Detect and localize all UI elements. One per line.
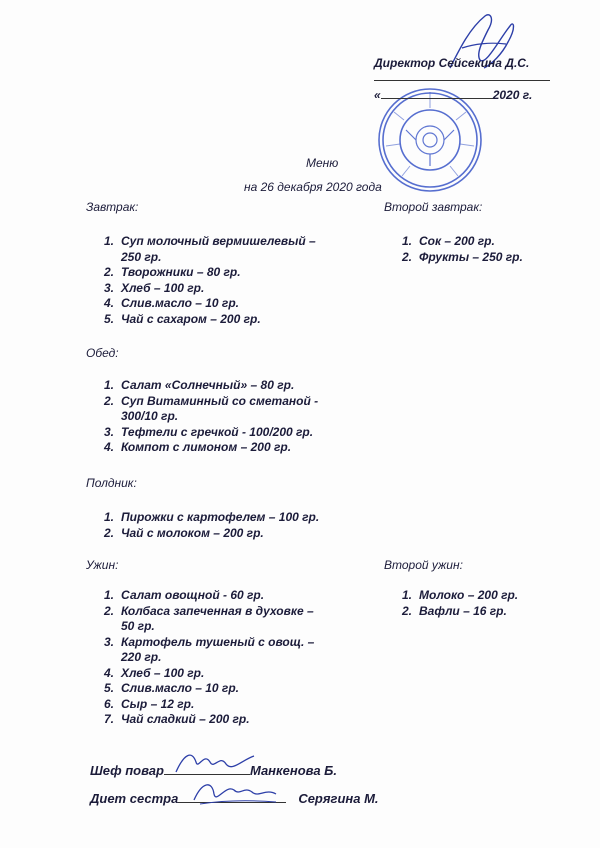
menu-item: [104, 681, 354, 697]
director-line: Директор Сейсекина Д.С.: [374, 56, 530, 70]
menu-item-number: 6.: [104, 696, 115, 711]
menu-item: [104, 378, 354, 394]
menu-item-number: 4.: [104, 296, 115, 310]
menu-item-number: 1.: [104, 378, 115, 392]
menu-item: [104, 281, 354, 297]
menu-item: [104, 296, 354, 312]
menu-item-number: 2.: [104, 393, 115, 408]
menu-item-number: 3.: [104, 280, 115, 295]
menu-item-text: Пирожки с картофелем – 100 гр.: [121, 510, 320, 524]
menu-item: [104, 425, 354, 441]
menu-item-text: Колбаса запеченная в духовке – 50 гр.: [121, 603, 314, 633]
nurse-label: Диет сестра: [90, 791, 179, 806]
chef-name: Манкенова Б.: [249, 763, 337, 778]
menu-item-text: Слив.масло – 10 гр.: [121, 296, 239, 310]
nurse-signature-icon: [186, 774, 282, 810]
menu-item: [104, 588, 354, 604]
dinner-list: [104, 588, 354, 728]
menu-item: [402, 234, 582, 250]
lunch-list: [104, 378, 354, 456]
menu-item: [104, 265, 354, 281]
menu-item-number: 3.: [104, 424, 115, 439]
menu-item-text: Картофель тушеный с овощ. – 220 гр.: [121, 634, 315, 664]
date-blank: [381, 88, 493, 99]
chef-label: Шеф повар: [90, 763, 164, 778]
menu-item: [402, 588, 582, 604]
date-quote: «: [374, 88, 381, 102]
dinner-heading: Ужин:: [86, 558, 119, 572]
menu-item-number: 2.: [104, 603, 115, 618]
menu-item: [402, 604, 582, 620]
menu-item: [104, 604, 354, 635]
menu-item-text: Чай сладкий – 200 гр.: [121, 712, 250, 726]
menu-item-text: Компот с лимоном – 200 гр.: [121, 440, 292, 454]
menu-item-text: Хлеб – 100 гр.: [121, 665, 205, 680]
menu-item: [104, 510, 354, 526]
menu-item-text: Суп молочный вермишелевый – 250 гр.: [121, 234, 316, 264]
menu-item-number: 2.: [104, 525, 115, 540]
menu-item-number: 4.: [104, 440, 115, 454]
menu-item: [104, 712, 354, 728]
menu-item-text: Салат овощной - 60 гр.: [121, 588, 265, 602]
menu-item-text: Молоко – 200 гр.: [419, 588, 519, 602]
menu-item: [104, 526, 354, 542]
menu-item-text: Сыр – 12 гр.: [121, 696, 195, 711]
page-title: Меню: [306, 156, 339, 170]
menu-item: [104, 394, 354, 425]
snack-list: [104, 510, 354, 541]
menu-item-text: Суп Витаминный со сметаной - 300/10 гр.: [121, 393, 319, 423]
menu-item: [104, 234, 354, 265]
menu-item: [104, 635, 354, 666]
menu-item-number: 1.: [104, 510, 115, 524]
menu-item-number: 5.: [104, 681, 115, 695]
menu-item-number: 2.: [402, 249, 413, 264]
menu-item-number: 3.: [104, 634, 115, 649]
menu-item-number: 1.: [402, 588, 413, 602]
menu-item-number: 4.: [104, 665, 115, 680]
menu-item-text: Чай с сахаром – 200 гр.: [121, 311, 261, 326]
menu-item-text: Хлеб – 100 гр.: [121, 280, 205, 295]
menu-item: [104, 312, 354, 328]
breakfast-list: [104, 234, 354, 327]
menu-item-text: Слив.масло – 10 гр.: [121, 681, 239, 695]
second-breakfast-heading: Второй завтрак:: [384, 200, 483, 214]
menu-item-text: Вафли – 16 гр.: [419, 603, 507, 618]
page-subtitle: на 26 декабря 2020 года: [244, 180, 382, 194]
official-stamp-icon: [376, 86, 484, 194]
menu-item-text: Фрукты – 250 гр.: [419, 249, 523, 264]
menu-item-number: 1.: [104, 588, 115, 602]
director-underline: [374, 80, 550, 81]
menu-item-text: Чай с молоком – 200 гр.: [121, 525, 264, 540]
breakfast-heading: Завтрак:: [86, 200, 139, 214]
second-breakfast-list: [402, 234, 582, 265]
second-dinner-heading: Второй ужин:: [384, 558, 463, 572]
approval-date: [374, 88, 532, 102]
menu-item: [104, 666, 354, 682]
menu-item: [402, 250, 582, 266]
snack-heading: Полдник:: [86, 476, 137, 490]
lunch-heading: Обед:: [86, 346, 119, 360]
menu-item-text: Творожники – 80 гр.: [121, 265, 241, 279]
menu-item: [104, 440, 354, 456]
menu-item-text: Салат «Солнечный» – 80 гр.: [121, 378, 295, 392]
menu-item: [104, 697, 354, 713]
menu-item-number: 2.: [402, 603, 413, 618]
menu-item-number: 7.: [104, 712, 115, 726]
nurse-name: Серягина М.: [298, 791, 379, 806]
second-dinner-list: [402, 588, 582, 619]
menu-item-number: 5.: [104, 311, 115, 326]
menu-item-number: 1.: [104, 234, 115, 248]
menu-item-text: Сок – 200 гр.: [419, 234, 495, 248]
date-suffix: 2020 г.: [492, 88, 533, 102]
menu-item-number: 2.: [104, 265, 115, 279]
menu-item-number: 1.: [402, 234, 413, 248]
menu-item-text: Тефтели с гречкой - 100/200 гр.: [121, 424, 314, 439]
